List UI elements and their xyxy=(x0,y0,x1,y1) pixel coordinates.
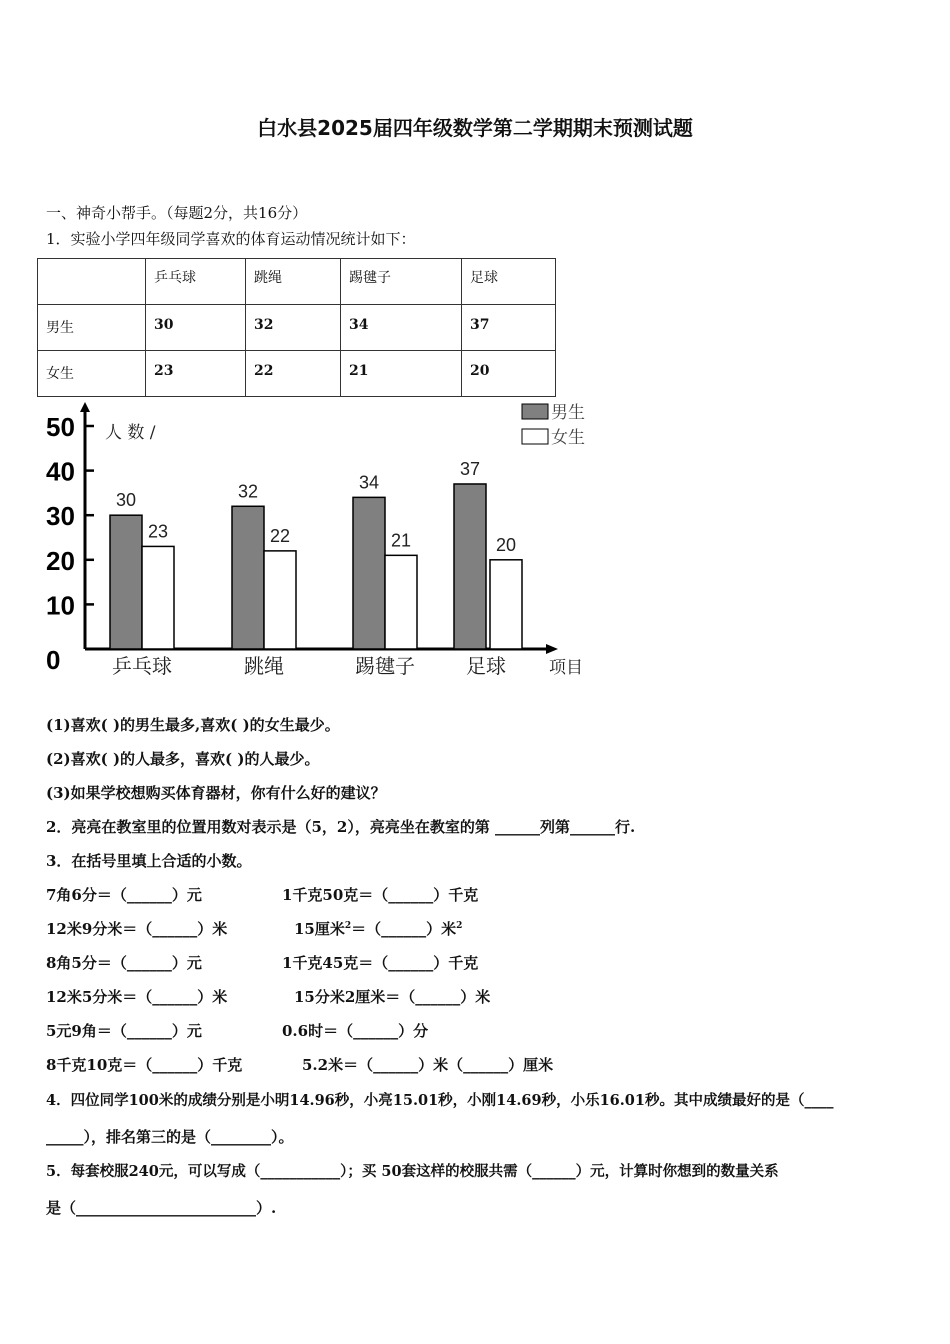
table-row xyxy=(38,305,556,351)
bar-value-label: 23 xyxy=(147,521,169,542)
bar xyxy=(353,497,385,649)
section-heading: 一、神奇小帮手。（每题2分，共16分） xyxy=(46,204,308,222)
question-1-part-2: (2)喜欢( )的人最多，喜欢( )的人最少。 xyxy=(46,750,320,768)
question-2: 2．亮亮在教室里的位置用数对表示是（5，2），亮亮坐在教室的第 ______列第______行. xyxy=(46,818,636,836)
bar-value-label: 30 xyxy=(115,490,137,511)
y-tick-label: 30 xyxy=(46,501,75,532)
q3-row-5-left: 5元9角＝（______）元 xyxy=(46,1022,202,1040)
bar-value-label: 32 xyxy=(237,481,259,502)
x-tick-label: 乒乓球 xyxy=(112,654,172,678)
superscript: 2 xyxy=(456,921,463,931)
question-1-part-1: (1)喜欢( )的男生最多,喜欢( )的女生最少。 xyxy=(46,716,340,734)
table-row xyxy=(38,351,556,397)
x-tick-label: 踢毽子 xyxy=(355,654,415,678)
table-header-cell: 踢毽子 xyxy=(341,259,462,305)
table-cell: 22 xyxy=(246,351,341,397)
y-tick-label: 50 xyxy=(46,412,75,442)
table-cell: 37 xyxy=(462,305,556,351)
table-cell: 21 xyxy=(341,351,462,397)
q3-row-6-left: 8千克10克＝（______）千克 xyxy=(46,1056,243,1074)
q3-row-3-right: 1千克45克＝（______）千克 xyxy=(282,954,479,972)
legend-label: 女生 xyxy=(551,428,585,448)
table-cell: 23 xyxy=(146,351,246,397)
question-4-line-1: 4．四位同学100米的成绩分别是小明14.96秒，小亮15.01秒，小刚14.69秒，小乐16.01秒。其中成绩最好的是（____ xyxy=(46,1092,834,1109)
table-cell: 30 xyxy=(146,305,246,351)
y-tick-label: 40 xyxy=(46,456,75,487)
bar-value-label: 22 xyxy=(269,525,291,546)
question-5-line-2: 是（________________________）. xyxy=(46,1199,277,1217)
y-tick-label: 0 xyxy=(46,645,61,675)
question-3-intro: 3．在括号里填上合适的小数。 xyxy=(46,852,252,870)
legend-swatch xyxy=(522,404,548,419)
table-header-row xyxy=(38,259,556,305)
bar-value-label: 37 xyxy=(459,458,481,479)
q3-row-1-right: 1千克50克＝（______）千克 xyxy=(282,886,479,904)
bar xyxy=(264,551,296,649)
table-header-cell: 乒乓球 xyxy=(146,259,246,305)
table-cell: 32 xyxy=(246,305,341,351)
question-1-intro: 1．实验小学四年级同学喜欢的体育运动情况统计如下： xyxy=(46,230,416,248)
bar xyxy=(110,515,142,649)
bar xyxy=(454,484,486,649)
sports-table xyxy=(37,258,556,397)
bar xyxy=(142,546,174,649)
bar xyxy=(490,560,522,649)
x-axis-label: 项目 xyxy=(549,658,583,678)
table-header-cell: 足球 xyxy=(462,259,556,305)
x-axis-arrow xyxy=(546,644,558,654)
q3-row-2-right-a: 15厘米 xyxy=(294,920,345,938)
q3-row-4-left: 12米5分米＝（______）米 xyxy=(46,988,228,1006)
question-5-line-1: 5．每套校服240元，可以写成（___________）；买 50套这样的校服共需（______）元，计算时你想到的数量关系 xyxy=(46,1163,779,1180)
q3-row-2-right xyxy=(294,918,462,939)
question-1-part-3: (3)如果学校想购买体育器材，你有什么好的建议？ xyxy=(46,784,386,802)
table-cell: 20 xyxy=(462,351,556,397)
x-tick-label: 足球 xyxy=(466,654,506,678)
q3-row-3-left: 8角5分＝（______）元 xyxy=(46,954,202,972)
bar xyxy=(232,506,264,649)
x-tick-label: 跳绳 xyxy=(244,654,284,678)
q3-row-1-left: 7角6分＝（______）元 xyxy=(46,886,202,904)
superscript: 2 xyxy=(344,921,352,931)
y-axis-arrow xyxy=(80,402,90,412)
table-header-cell: 跳绳 xyxy=(246,259,341,305)
row-label: 女生 xyxy=(38,351,146,397)
q3-row-2-left: 12米9分米＝（______）米 xyxy=(46,920,228,938)
bar-value-label: 20 xyxy=(495,534,517,555)
question-4-line-2: _____），排名第三的是（________）。 xyxy=(46,1128,294,1146)
bar-value-label: 34 xyxy=(358,472,380,493)
q3-row-4-right: 15分米2厘米＝（______）米 xyxy=(294,988,491,1006)
row-label: 男生 xyxy=(38,305,146,351)
q3-row-6-right: 5.2米＝（______）米（______）厘米 xyxy=(302,1056,554,1074)
y-axis-label: 人 数 / xyxy=(105,423,156,443)
legend-swatch xyxy=(522,429,548,444)
bar-chart xyxy=(30,398,610,690)
y-tick-label: 10 xyxy=(46,590,75,621)
page-title: 白水县2025届四年级数学第二学期期末预测试题 xyxy=(257,116,693,140)
table-header-cell xyxy=(38,259,146,305)
q3-row-2-right-b: ＝（______）米 xyxy=(351,920,457,938)
y-tick-label: 20 xyxy=(46,545,75,576)
q3-row-5-right: 0.6时＝（______）分 xyxy=(282,1022,429,1040)
bar xyxy=(385,555,417,649)
bar-value-label: 21 xyxy=(390,530,412,551)
table-cell: 34 xyxy=(341,305,462,351)
legend-label: 男生 xyxy=(551,403,585,423)
